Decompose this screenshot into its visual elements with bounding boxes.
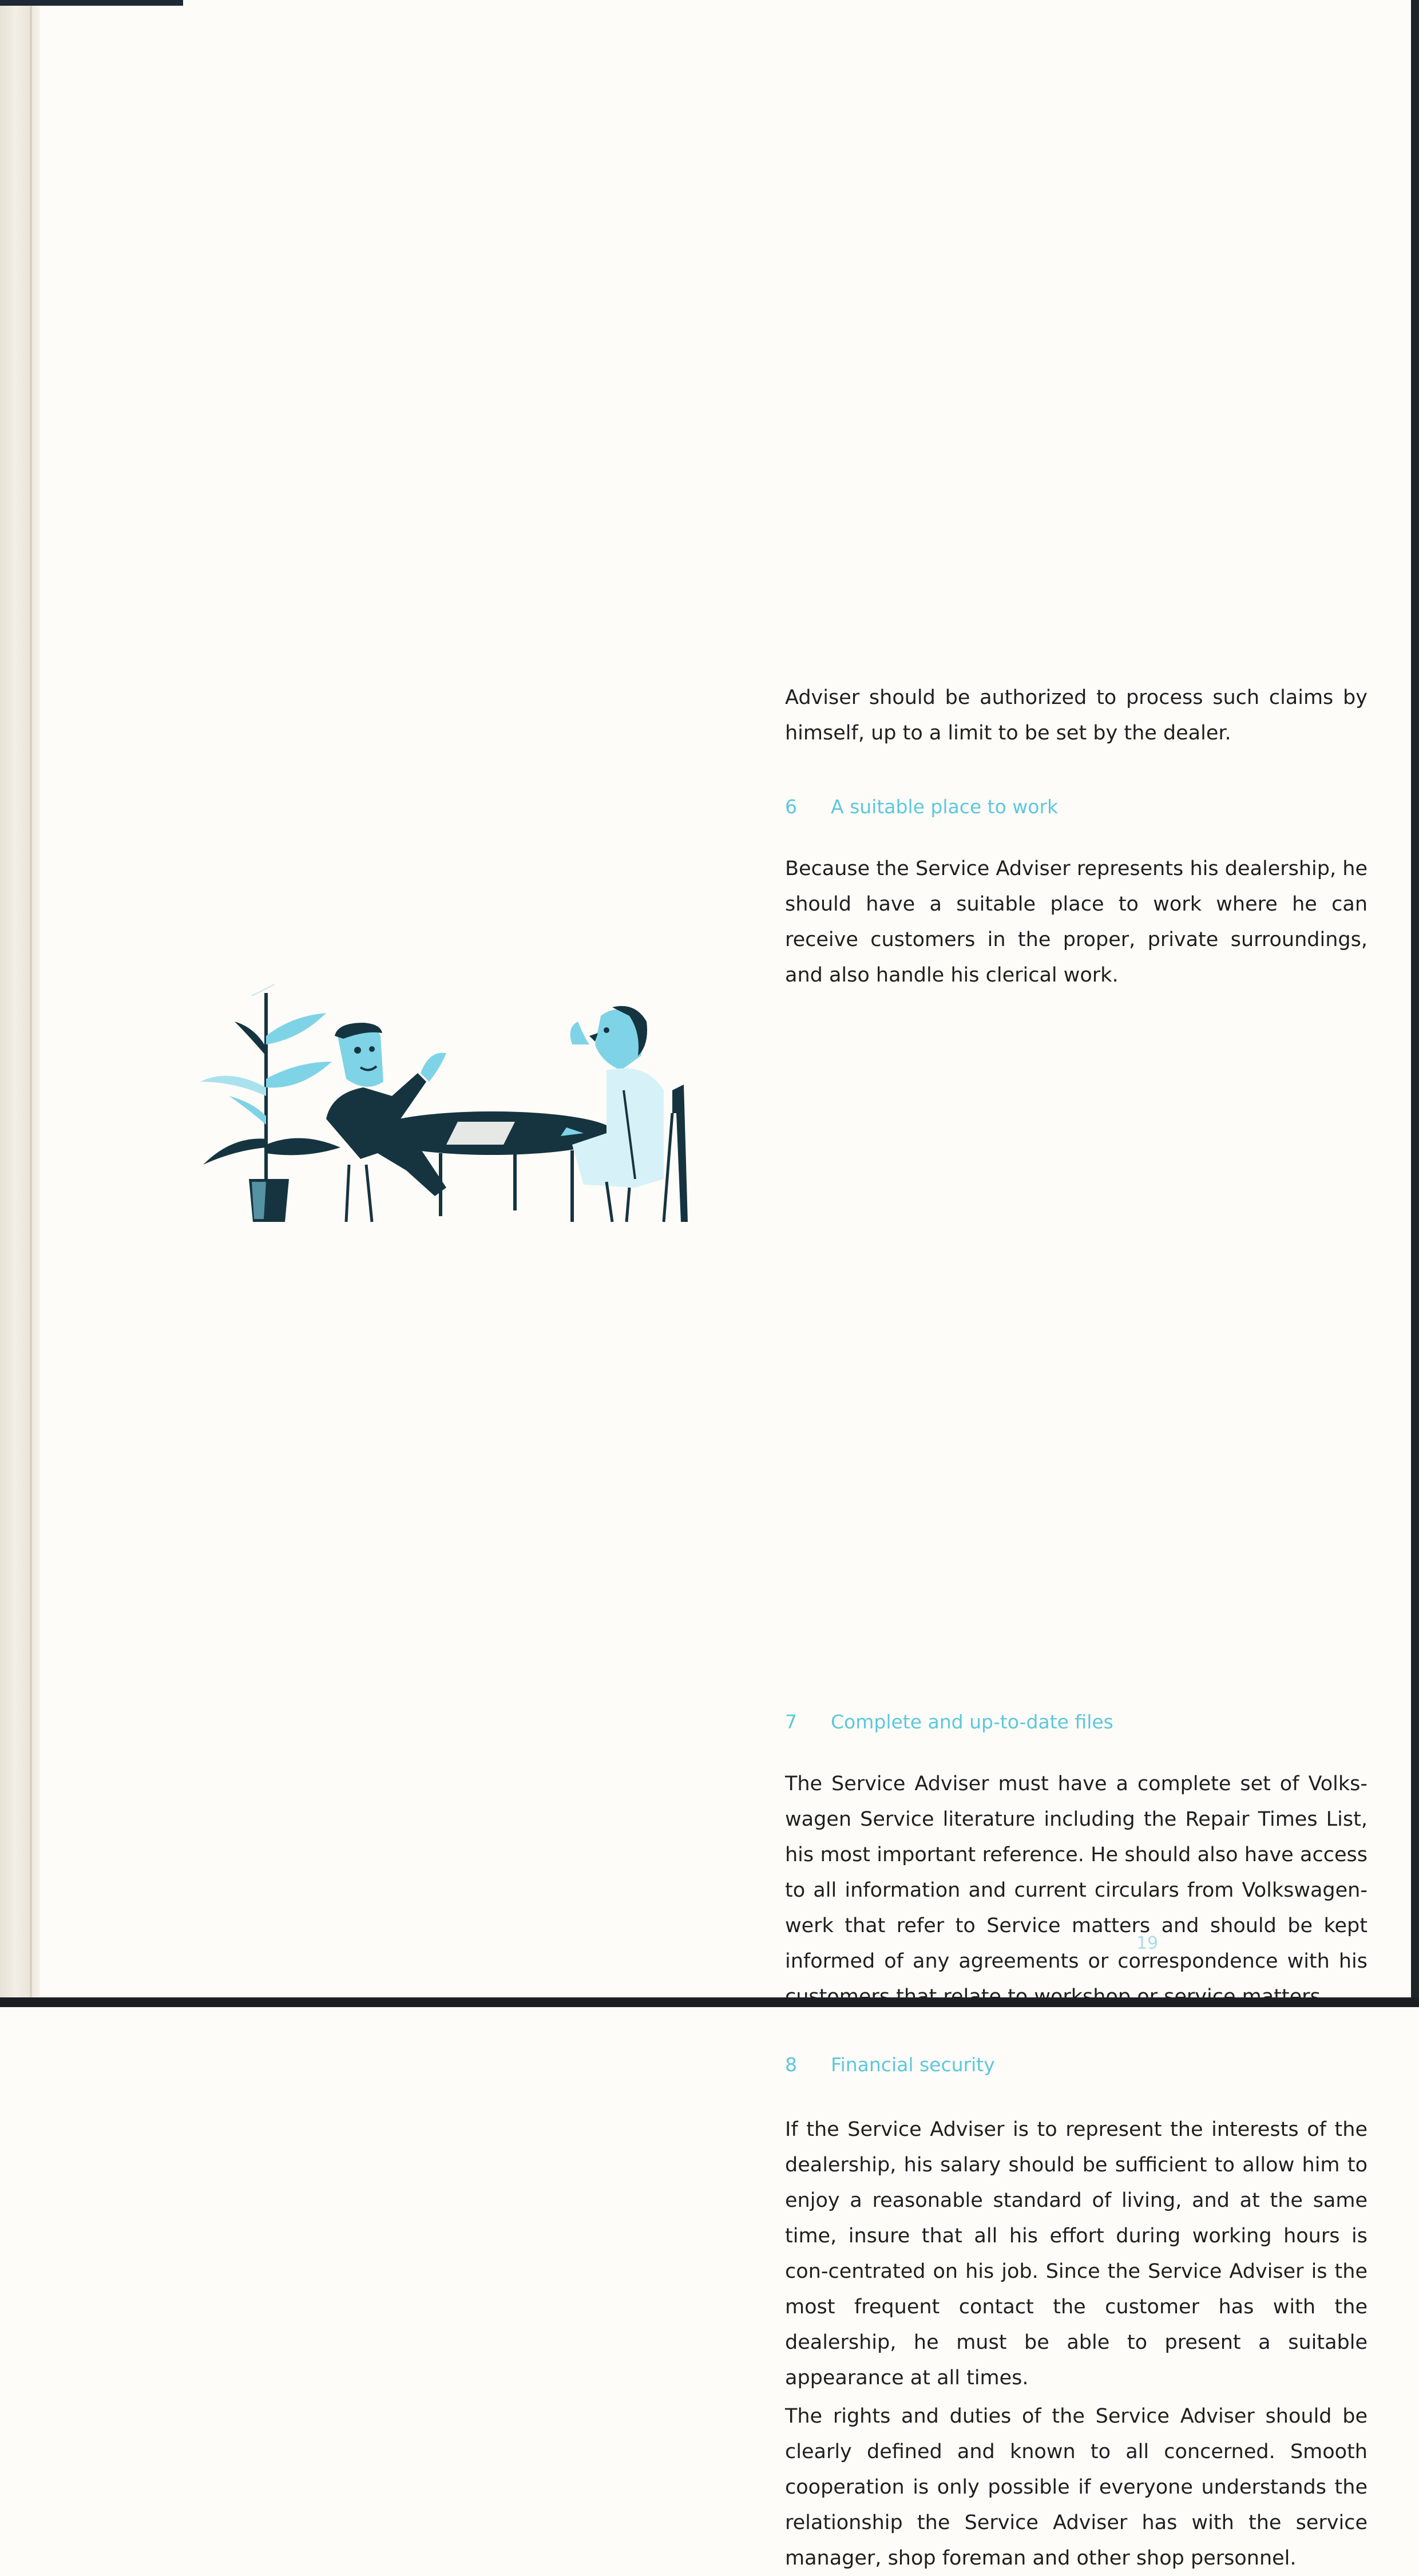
section-8-title: Financial security	[831, 2053, 995, 2076]
section-7-heading	[785, 1710, 1113, 1735]
book-binding	[0, 0, 40, 2007]
section-6-heading	[785, 794, 1058, 820]
section-7-body: The Service Adviser must have a complete set of Volks-wagen Service literature including the Repair Times List, his most important reference. He should also have access to all information and current circulars from Volkswagen-werk that refer to Service matters and should be kept informed of any agreements or correspondence with his customers that relate to workshop or service matters.	[785, 1772, 1368, 2008]
closing-paragraph: The rights and duties of the Service Adviser should be clearly defined and known to all concerned. Smooth cooperation is only possible if everyone understands the relationship the Service Adviser has with the service manager, shop foreman and other shop personnel.	[785, 2405, 1368, 2570]
section-6-body: Because the Service Adviser represents his dealership, he should have a suitable place to work where he can receive customers in the proper, private surroundings, and also handle his clerical work.	[785, 857, 1368, 987]
section-8-heading	[785, 2052, 995, 2078]
potted-plant	[200, 984, 340, 1222]
page-edge-right	[1411, 0, 1419, 2007]
section-6-title: A suitable place to work	[831, 796, 1059, 818]
section-8-body: If the Service Adviser is to represent the interests of the dealership, his salary should be sufficient to allow him to enjoy a reasonable standard of living, and at the same time, insure that all his effort during working hours is con-centrated on his job. Since the Service Adviser is the most frequent contact the customer has with the dealership, he must be able to present a suitable appearance at all times.	[785, 2118, 1368, 2389]
meeting-illustration	[195, 982, 710, 1239]
section-8-number: 8	[785, 2053, 797, 2076]
page-number: 19	[1136, 1933, 1159, 1953]
section-7-number: 7	[785, 1711, 797, 1733]
intro-paragraph: Adviser should be authorized to process such claims by himself, up to a limit to be set by the dealer.	[785, 686, 1368, 745]
section-7-title: Complete and up-to-date files	[831, 1711, 1113, 1733]
section-6-number: 6	[785, 796, 797, 818]
page-edge-top	[0, 0, 183, 6]
binding-crease	[30, 0, 32, 2007]
man-right	[561, 1006, 688, 1222]
